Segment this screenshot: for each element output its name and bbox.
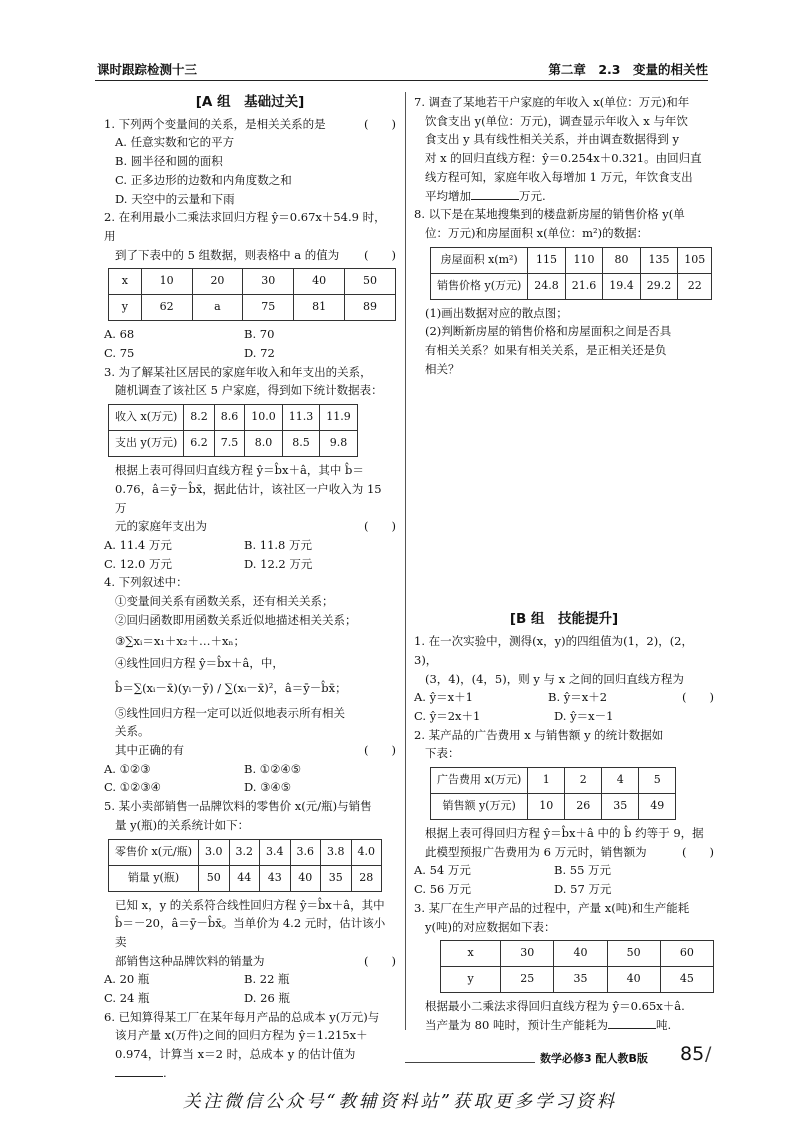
table-cell: 9.8: [320, 431, 358, 457]
option: C. 24 瓶: [104, 991, 150, 1006]
option: C. ①②③④: [104, 780, 161, 795]
option: A. 54 万元: [414, 863, 471, 878]
answer-blank[interactable]: [608, 1017, 656, 1029]
section-b-title: [B 组 技能提升]: [509, 611, 619, 628]
table-cell: 零售价 x(元/瓶): [109, 839, 199, 865]
table-cell: 28: [351, 865, 382, 891]
table-cell: 房屋面积 x(m²): [431, 247, 528, 273]
table-cell: 8.0: [245, 431, 283, 457]
option: B. ŷ＝x＋2: [548, 690, 608, 705]
question-8: 8. 以下是在某地搜集到的楼盘新房屋的销售价格 y(单 位：万元)和房屋面积 x(单位：m²)的数据： 房屋面积 x(m²) 115 110 80 135 105 销售价格 y(万元) 24.8 21.6 19.4 29.2 22 (1)画出数据对应的散点图； (2)判断新房屋的销售价格和房屋面积之间是否具 有相关关系？如果有相关关系，是正相关还是负 相关？: [414, 205, 714, 378]
option: A. 68: [104, 327, 135, 342]
answer-paren: ( ): [364, 247, 396, 262]
option: D. 57 万元: [554, 882, 612, 897]
table-cell: 3.6: [290, 839, 321, 865]
table-cell: 3.8: [321, 839, 352, 865]
table-cell: 45: [660, 967, 713, 993]
table-cell: 81: [294, 295, 345, 321]
table-cell: 35: [554, 967, 607, 993]
column-divider: [405, 92, 406, 1030]
option: D. 12.2 万元: [244, 556, 313, 571]
data-table: [108, 268, 396, 321]
option: D. 天空中的云量和下雨: [115, 191, 235, 206]
table-cell: 6.2: [184, 431, 215, 457]
option: D. 26 瓶: [244, 991, 290, 1006]
question-b2: 2. 某产品的广告费用 x 与销售额 y 的统计数据如 下表： 广告费用 x(万元) 1 2 4 5 销售额 y(万元) 10 26 35 49 根据上表可得回归方程 ŷ＝b̂x＋â 中的 b̂ 约等于 9，据 此模型预报广告费用为 6 万元时，销售额为 ( ) A. 54 万元 B. 55 万元 C. 56 万元 D. 57 万元: [414, 726, 714, 899]
question-5: 5. 某小卖部销售一品牌饮料的零售价 x(元/瓶)与销售 量 y(瓶)的关系统计如下： 零售价 x(元/瓶) 3.0 3.2 3.4 3.6 3.8 4.0 销量 y(瓶) 50 44 43 40 35 28 已知 x，y 的关系符合线性回归方程 ŷ＝b̂x＋â，其中 b̂＝－20，â＝ȳ－b̂x̄。当单价为 4.2 元时，估计该小卖 部销售这种品牌饮料的销量为 ( ) A. 20 瓶 B. 22 瓶 C. 24 瓶 D. 26 瓶: [104, 797, 396, 1008]
table-cell: 135: [640, 247, 678, 273]
table-cell: 8.5: [282, 431, 320, 457]
table-cell: 4: [602, 768, 639, 794]
table-cell: 115: [528, 247, 566, 273]
table-cell: 21.6: [565, 273, 603, 299]
answer-paren: ( ): [682, 844, 714, 859]
option: B. 70: [244, 327, 275, 342]
table-cell: 22: [678, 273, 712, 299]
table-cell: 40: [554, 941, 607, 967]
header-rule: [95, 80, 708, 81]
answer-paren: ( ): [682, 690, 714, 705]
table-cell: 89: [345, 295, 396, 321]
table-cell: 7.5: [214, 431, 245, 457]
table-cell: 40: [607, 967, 660, 993]
table-cell: 80: [603, 247, 641, 273]
option: C. ŷ＝2x＋1: [414, 708, 481, 723]
data-table: [430, 767, 676, 820]
option: A. 11.4 万元: [104, 537, 172, 552]
table-cell: 44: [229, 865, 260, 891]
right-column: [414, 93, 714, 1035]
table-cell: 销售价格 y(万元): [431, 273, 528, 299]
header-right: 第二章 2.3 变量的相关性: [548, 62, 708, 77]
option: C. 正多边形的边数和内角度数之和: [115, 172, 292, 187]
table-cell: 43: [260, 865, 291, 891]
table-cell: 30: [243, 269, 294, 295]
table-cell: 75: [243, 295, 294, 321]
table-cell: 支出 y(万元): [109, 431, 184, 457]
table-cell: 40: [290, 865, 321, 891]
table-cell: 20: [192, 269, 243, 295]
option: A. ①②③: [104, 761, 151, 776]
table-cell: 4.0: [351, 839, 382, 865]
answer-space[interactable]: [414, 378, 714, 610]
option: C. 75: [104, 346, 135, 361]
option: B. 11.8 万元: [244, 537, 313, 552]
footer-book-label: 数学必修3 配人教B版: [540, 1052, 648, 1065]
table-cell: 49: [639, 794, 676, 820]
section-a-title: [A 组 基础过关]: [195, 94, 305, 110]
table-cell: 3.2: [229, 839, 260, 865]
table-cell: 19.4: [603, 273, 641, 299]
page-slash-decoration: /: [705, 1043, 712, 1065]
table-cell: 10: [141, 269, 192, 295]
answer-paren: ( ): [364, 519, 396, 534]
table-cell: 50: [607, 941, 660, 967]
option: B. 圆半径和圆的面积: [115, 154, 223, 169]
table-cell: 60: [660, 941, 713, 967]
answer-paren: ( ): [364, 116, 396, 131]
header-left: 课时跟踪检测十三: [97, 62, 198, 77]
table-cell: 8.2: [184, 405, 215, 431]
option: C. 56 万元: [414, 882, 471, 897]
option: B. 22 瓶: [244, 972, 290, 987]
option: B. 55 万元: [554, 863, 612, 878]
table-cell: 26: [565, 794, 602, 820]
answer-paren: ( ): [364, 742, 396, 757]
question-1: 1. 下列两个变量间的关系，是相关关系的是 ( ) A. 任意实数和它的平方 B. 圆半径和圆的面积 C. 正多边形的边数和内角度数之和 D. 天空中的云量和下雨: [104, 115, 396, 209]
question-2: 2. 在利用最小二乘法求回归方程 ŷ＝0.67x＋54.9 时，用 到了下表中的 5 组数据，则表格中 a 的值为 ( ) x 10 20 30 40 50 y 62 a 75 81 89 A. 68 B. 70 C. 75 D. 72: [104, 208, 396, 363]
table-cell: 50: [345, 269, 396, 295]
table-cell: x: [441, 941, 501, 967]
answer-paren: ( ): [364, 953, 396, 968]
table-cell: 25: [501, 967, 554, 993]
option: D. ③④⑤: [244, 780, 292, 795]
table-cell: 35: [602, 794, 639, 820]
question-6: 6. 已知算得某工厂在某年每月产品的总成本 y(万元)与 该月产量 x(万件)之间的回归方程为 ŷ＝1.215x＋ 0.974，计算当 x＝2 时，总成本 y 的估计值为.: [104, 1009, 380, 1080]
table-cell: 62: [141, 295, 192, 321]
table-cell: 110: [565, 247, 603, 273]
question-7: 7. 调查了某地若干户家庭的年收入 x(单位：万元)和年 饮食支出 y(单位：万元)，调查显示年收入 x 与年饮 食支出 y 具有线性相关关系，并由调查数据得到 y 对 x 的回归直线方程：ŷ＝0.254x＋0.321。由回归直 线方程可知，家庭年收入每增加 1 万元，年饮食支出 平均增加 万元.: [414, 95, 702, 203]
table-cell: 40: [294, 269, 345, 295]
left-column: [104, 93, 396, 1083]
bottom-watermark-text: 关注微信公众号“教辅资料站”获取更多学习资料: [183, 1092, 617, 1112]
question-3: 3. 为了解某社区居民的家庭年收入和年支出的关系， 随机调查了该社区 5 户家庭，得到如下统计数据表： 收入 x(万元) 8.2 8.6 10.0 11.3 11.9 支出 y(万元) 6.2 7.5 8.0 8.5 9.8 根据上表可得回归直线方程 ŷ＝b̂x＋â，其中 b̂＝ 0.76，â＝ȳ－b̂x̄，据此估计，该社区一户收入为 15 万 元的家庭年支出为 ( ) A. 11.4 万元 B. 11.8 万元 C. 12.0 万元 D. 12.2 万元: [104, 363, 396, 574]
table-cell: 广告费用 x(万元): [431, 768, 528, 794]
table-cell: 销量 y(瓶): [109, 865, 199, 891]
table-cell: 35: [321, 865, 352, 891]
table-cell: 11.3: [282, 405, 320, 431]
footer-rule: [405, 1062, 535, 1063]
table-cell: x: [109, 269, 142, 295]
table-cell: 8.6: [214, 405, 245, 431]
data-table: [430, 247, 712, 300]
table-cell: 10.0: [245, 405, 283, 431]
data-table: [440, 940, 714, 993]
table-cell: a: [192, 295, 243, 321]
table-cell: 2: [565, 768, 602, 794]
page-number: 85: [680, 1043, 705, 1065]
table-cell: 3.4: [260, 839, 291, 865]
option: C. 12.0 万元: [104, 556, 172, 571]
table-cell: 30: [501, 941, 554, 967]
option: B. ①②④⑤: [244, 761, 302, 776]
table-cell: y: [109, 295, 142, 321]
option: A. 任意实数和它的平方: [115, 135, 235, 150]
table-cell: 50: [199, 865, 230, 891]
option: A. 20 瓶: [104, 972, 150, 987]
answer-blank[interactable]: [115, 1065, 163, 1077]
question-4: 4. 下列叙述中： ①变量间关系有函数关系，还有相关关系； ②回归函数即用函数关系近似地描述相关关系； ③∑xᵢ＝x₁＋x₂＋…＋xₙ； ④线性回归方程 ŷ＝b̂x＋â，中， b̂＝∑(xᵢ－x̄)(yᵢ－ȳ) / ∑(xᵢ－x̄)²，â＝ȳ－b̂x̄； ⑤线性回归方程一定可以近似地表示所有相关 关系。 其中正确的有 ( ) A. ①②③ B. ①②④⑤ C. ①②③④ D. ③④⑤: [104, 573, 396, 797]
table-cell: 11.9: [320, 405, 358, 431]
table-cell: 105: [678, 247, 712, 273]
data-table: [108, 839, 382, 892]
table-cell: 29.2: [640, 273, 678, 299]
table-cell: 销售额 y(万元): [431, 794, 528, 820]
data-table: [108, 404, 358, 457]
answer-blank[interactable]: [471, 188, 519, 200]
table-cell: y: [441, 967, 501, 993]
question-b1: 1. 在一次实验中，测得(x，y)的四组值为(1，2)，(2，3)， (3，4)，(4，5)，则 y 与 x 之间的回归直线方程为 ( ) A. ŷ＝x＋1 B. ŷ＝x＋2 C. ŷ＝2x＋1 D. ŷ＝x－1: [414, 632, 714, 726]
table-cell: 5: [639, 768, 676, 794]
table-cell: 收入 x(万元): [109, 405, 184, 431]
question-b3: 3. 某厂在生产甲产品的过程中，产量 x(吨)和生产能耗 y(吨)的对应数据如下表： x 30 40 50 60 y 25 35 40 45 根据最小二乘法求得回归直线方程为 ŷ＝0.65x＋â. 当产量为 80 吨时，预计生产能耗为 吨.: [414, 899, 714, 1035]
table-cell: 1: [528, 768, 565, 794]
table-cell: 24.8: [528, 273, 566, 299]
table-cell: 3.0: [199, 839, 230, 865]
option: A. ŷ＝x＋1: [414, 690, 473, 705]
option: D. ŷ＝x－1: [554, 708, 614, 723]
option: D. 72: [244, 346, 275, 361]
table-cell: 10: [528, 794, 565, 820]
